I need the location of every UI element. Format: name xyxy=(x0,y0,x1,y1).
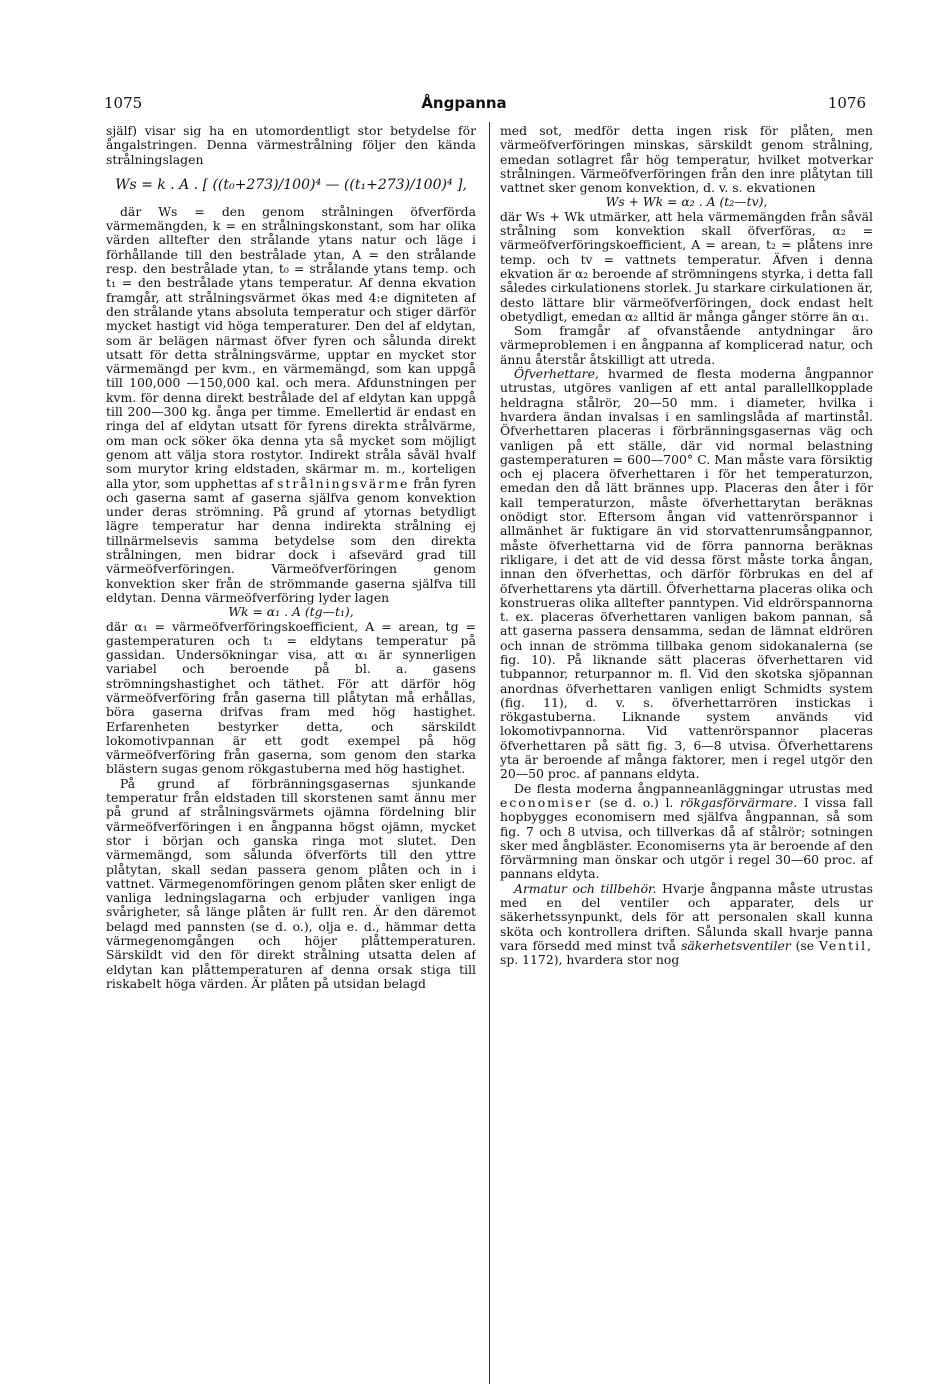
spaced-term: Ventil, xyxy=(819,937,873,953)
page-title: Ångpanna xyxy=(421,94,507,112)
spaced-term: strålningsvärme xyxy=(277,475,410,491)
paragraph: med sot, medför detta ingen risk för plåten, men värmeöfverföringen minskas, särskildt genom strålning, emedan sotlagret får hög temperatur, hvilket motverkar strålningen. Värmeöfverföringen från den inre plåtytan till vattnet sker genom konvektion, d. v. s. ekvationen xyxy=(500,124,873,196)
page-number-left: 1075 xyxy=(104,94,143,112)
column-divider xyxy=(489,122,490,1384)
paragraph: där α₁ = värmeöfverföringskoefficient, A = arean, tg = gastemperaturen och t₁ = eldytans temperatur på gassidan. Undersökningar visa, att α₁ är synnerligen variabel och beroende på bl. a. gasens strömningshastighet och täthet. För att därför hög värmeöfverföring från gaserna till plåtytan må erhållas, böra gaserna drifvas fram med hög hastighet. Erfarenheten bestyrker detta, och särskildt lokomotivpannan är ett godt exempel på hög värmeöfverföring från gaserna, som genom den starka blästern sugas genom rökgastuberna med hög hastighet. xyxy=(106,618,476,777)
page-number-right: 1076 xyxy=(827,94,866,112)
formula-radiation-law: Ws = k . A . [ ((t₀+273)/100)⁴ — ((t₁+273)/100)⁴ ], xyxy=(115,176,467,193)
paragraph: Som framgår af ofvanstående antydningar äro värmeproblemen i en ångpanna af komplicerad natur, och ännu återstår åtskilligt att utreda. xyxy=(500,323,873,367)
left-column xyxy=(106,124,476,1374)
paragraph: själf) visar sig ha en utomordentligt stor betydelse för ångalstringen. Denna värmestrålning följer den kända strålningslagen xyxy=(106,124,476,167)
section-lead: Armatur och tillbehör. xyxy=(514,880,657,896)
paragraph: där Ws + Wk utmärker, att hela värmemängden från såväl strålning som konvektion skall öfverföras, α₂ = värmeöfverföringskoefficient, A = arean, t₂ = plåtens inre temp. och tv = vattnets temperatur. Äfven i denna ekvation är α₂ beroende af strömningens styrka, i detta fall således cirkulationens storlek. Ju starkare cirkulationen är, desto lättare blir värmeöfverföringen, dock endast helt obetydligt, emedan α₂ alltid är många gånger större än α₁. xyxy=(500,208,873,324)
paragraph: De flesta moderna ångpanneanläggningar utrustas med economiser (se d. o.) l. rökgasförvärmare. I vissa fall hopbygges economisern med själfva ångpannan, så som fig. 7 och 8 utvisa, och tillverkas då af stålrör; sotningen sker med ångbläster. Economiserns yta är beroende af den förvärmning man önskar och utgör i regel 30—60 proc. af pannans eldyta. xyxy=(500,780,873,882)
paragraph: där Ws = den genom strålningen öfverförda värmemängden, k = en strålningskonstant, som har olika värden alltefter den strålande ytans natur och läge i förhållande till den bestrålade ytan, A = den strålande resp. den bestrålade ytan, t₀ = strålande ytans temp. och t₁ = den bestrålade ytans temperatur. Af denna ekvation framgår, att strålningsvärmet ökas med 4:e digniteten af den strålande ytans absoluta temperatur och stiger därför mycket hastigt vid höga temperaturer. Den del af eldytan, som är belägen närmast öfver fyren och sålunda direkt utsatt för detta strålningsvärme, upptar en mycket stor värmemängd per kvm., en värmemängd, som kan uppgå till 100,000 —150,000 kal. och mera. Afdunstningen per kvm. för denna direkt bestrålade del af eldytan kan uppgå till 200—300 kg. ånga per timme. Emellertid är endast en ringa del af eldytan utsatt för fyrens direkta strålvärme, om man ock söker öka denna yta så mycket som möjligt genom att välja stora rostytor. Indirekt stråla såväl hvalf som murytor kring eldstaden, skärmar m. m., korteligen alla ytor, som upphettas af strålningsvärme från fyren och gaserna samt af gaserna själfva genom konvektion under deras strömning. På grund af ytornas betydligt lägre temperatur har denna indirekta strålning ej tillnärmelsevis samma betydelse som den direkta strålningen, men bidrar dock i afsevärd grad till värmeöfverföringen. Värmeöfverföringen genom konvektion sker från de strömmande gaserna själfva till eldytan. Denna värmeöfverföring lyder lagen xyxy=(106,203,476,605)
formula-heat-transfer: Ws + Wk = α₂ . A (t₂—tv), xyxy=(605,194,768,210)
right-column xyxy=(500,124,873,1374)
paragraph: På grund af förbränningsgasernas sjunkande temperatur från eldstaden till skorstenen samt ännu mer på grund af strålningsvärmets ojämna fördelning blir värmeöfverföringen i en ångpanna högst ojämn, mycket stor i början och ganska ringa mot slutet. Den värmemängd, som sålunda öfverförts till den yttre plåtytan, skall sedan passera genom plåten och in i vattnet. Värmegenomföringen genom plåten sker enligt de vanliga ledningslagarna och erbjuder vanligen inga svårigheter, så länge plåten är fullt ren. Är den däremot belagd med pannsten (se d. o.), olja e. d., hämmar detta värmegenomgången och höjer plåttemperaturen. Särskildt vid den för direkt strålning utsatta delen af eldytan kan plåttemperaturen af denna orsak stiga till riskabelt höga värden. Är plåten på utsidan belagd xyxy=(106,775,476,991)
section-lead: Öfverhettare, xyxy=(514,366,599,382)
paragraph: Öfverhettare, hvarmed de flesta moderna ångpannor utrustas, utgöres vanligen af ett antal parallellkopplade heldragna stålrör, 20—50 mm. i diameter, hvilka i hvardera ändan invalsas i en samlingslåda af martinstål. Öfverhettaren placeras i förbränningsgasernas väg och vanligen på ett ställe, där vid normal belastning gastemperaturen = 600—700° C. Man måste vara försiktig och ej placera öfverhettaren i för het temperaturzon, emedan den då lätt brännes upp. Placeras den åter i för kall temperaturzon, måste öfverhettarytan beräknas onödigt stor. Eftersom ångan vid vattenrörspannor i allmänhet är fuktigare än vid storvattenrumsångpannor, måste öfverhettarna vid de förra pannorna beräknas rikligare, i det att de vid dessa först måste torka ångan, innan den öfverhettas, och därför förbrukas en del af öfverhettarens yta därtill. Öfverhettarna placeras olika och konstrueras olika alltefter panntypen. Vid eldrörspannorna t. ex. placeras öfverhettaren vanligen bakom pannan, så att gaserna passera densamma, sedan de lämnat eldrören och innan de strömma tillbaka genom sidokanalerna (se fig. 10). På liknande sätt placeras öfverhettaren vid tubpannor, returpannor m. fl. Vid den skotska sjöpannan anordnas öfverhettaren vanligen enligt Schmidts system (fig. 11), d. v. s. öfverhettarrören instickas i rökgastuberna. Liknande system används vid lokomotivpannorna. Vid vattenrörspannor placeras öfverhettaren på sätt fig. 3, 6—8 utvisa. Öfverhettarens yta är beroende af många faktorer, men i regel utgör den 20—50 proc. af pannans eldyta. xyxy=(500,366,873,782)
paragraph: Armatur och tillbehör. Hvarje ångpanna måste utrustas med en del ventiler och apparater, dels ur säkerhetssynpunkt, dels för att personalen skall kunna sköta och kontrollera driften. Sålunda skall hvarje panna vara försedd med minst två säkerhetsventiler (se Ventil, sp. 1172), hvardera stor nog xyxy=(500,880,873,968)
spaced-term: economiser xyxy=(500,794,593,810)
formula-convection-law: Wk = α₁ . A (tg—t₁), xyxy=(228,604,354,620)
